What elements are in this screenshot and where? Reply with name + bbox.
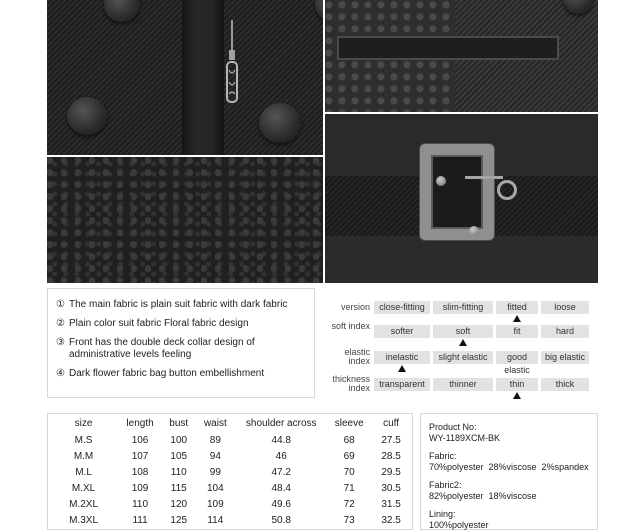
- cell-waist: 94: [209, 450, 221, 462]
- attr-marker: [398, 365, 406, 372]
- attr-option: softer: [374, 325, 430, 338]
- attr-label: soft index: [331, 321, 370, 331]
- attr-marker: [513, 392, 521, 399]
- features-list: [47, 288, 315, 398]
- cell-waist: 89: [209, 434, 221, 446]
- attr-label: version: [340, 302, 370, 312]
- table-row: [48, 432, 412, 448]
- cell-cuff: 32.5: [381, 514, 401, 526]
- fabric-label: Fabric:: [429, 451, 457, 461]
- table-row: [48, 496, 412, 512]
- cell-size: M.S: [74, 434, 93, 446]
- size-chart: [47, 413, 413, 530]
- cell-length: 110: [132, 498, 149, 510]
- cell-cuff: 31.5: [381, 498, 401, 510]
- attr-option: inelastic: [374, 351, 430, 364]
- attr-label: elastic index: [344, 347, 370, 366]
- attr-marker: [513, 315, 521, 322]
- fabric-block: [429, 451, 597, 473]
- table-row: [48, 448, 412, 464]
- attr-option: close-fitting: [374, 301, 430, 314]
- buckle-prong: [465, 176, 503, 179]
- cell-size: M.3XL: [69, 514, 99, 526]
- fabric-button: [259, 103, 301, 143]
- feature-item: [56, 337, 306, 361]
- rivet-icon: [436, 176, 446, 186]
- feature-text: Front has the double deck collar design of administrative levels feeling: [69, 337, 255, 360]
- feature-number: ④: [56, 368, 65, 379]
- lining-block: [429, 509, 597, 530]
- cell-length: 111: [132, 514, 148, 526]
- cell-cuff: 30.5: [381, 482, 401, 494]
- attr-option: good elastic: [496, 351, 538, 364]
- attr-option: fit: [496, 325, 538, 338]
- product-info: [420, 413, 598, 530]
- attr-row-thickness-index: [322, 374, 599, 404]
- attr-option: fitted: [496, 301, 538, 314]
- rivet-icon: [469, 226, 479, 236]
- cell-shoulder: 46: [275, 450, 287, 462]
- attr-option: big elastic: [541, 351, 589, 364]
- header-size: size: [74, 417, 93, 429]
- header-bust: bust: [169, 417, 189, 429]
- cell-length: 106: [131, 434, 149, 446]
- feature-item: [56, 368, 306, 380]
- fabric-button: [563, 0, 593, 14]
- product-number-label: Product No:: [429, 422, 477, 432]
- welt-pocket: [337, 36, 559, 60]
- fabric2-label: Fabric2:: [429, 480, 462, 490]
- cell-shoulder: 44.8: [271, 434, 291, 446]
- cell-size: M.L: [75, 466, 92, 478]
- header-sleeve: sleeve: [334, 417, 364, 429]
- cell-size: M.XL: [71, 482, 96, 494]
- attr-option: slight elastic: [433, 351, 493, 364]
- cell-bust: 105: [170, 450, 188, 462]
- cell-shoulder: 48.4: [271, 482, 291, 494]
- cell-waist: 109: [206, 498, 224, 510]
- cell-sleeve: 68: [343, 434, 355, 446]
- cell-shoulder: 50.8: [271, 514, 291, 526]
- cell-shoulder: 49.6: [271, 498, 291, 510]
- cell-sleeve: 73: [343, 514, 355, 526]
- table-header-row: [48, 414, 412, 432]
- cell-sleeve: 71: [343, 482, 355, 494]
- cell-waist: 104: [206, 482, 224, 494]
- feature-text: Dark flower fabric bag button embellishment: [69, 368, 265, 379]
- cell-length: 109: [131, 482, 149, 494]
- fabric-button: [67, 97, 107, 135]
- cell-cuff: 27.5: [381, 434, 401, 446]
- fabric-button: [104, 0, 140, 22]
- cell-cuff: 28.5: [381, 450, 401, 462]
- lining-value: 100%polyester: [429, 520, 489, 530]
- cell-cuff: 29.5: [381, 466, 401, 478]
- photo-zipper-buttons: [47, 0, 323, 155]
- buckle-icon: [420, 144, 494, 240]
- fabric-value: 70%polyester 28%viscose 2%spandex: [429, 462, 589, 472]
- attr-option: transparent: [374, 378, 430, 391]
- cell-size: M.2XL: [69, 498, 99, 510]
- product-number-block: [429, 422, 597, 444]
- attr-option: slim-fitting: [433, 301, 493, 314]
- cell-bust: 115: [170, 482, 187, 494]
- table-row: [48, 480, 412, 496]
- fabric2-block: [429, 480, 597, 502]
- feature-number: ③: [56, 337, 65, 348]
- attr-option: thinner: [433, 378, 493, 391]
- attr-option: hard: [541, 325, 589, 338]
- fabric-button: [315, 0, 323, 22]
- feature-number: ①: [56, 299, 65, 310]
- feature-text: Plain color suit fabric Floral fabric design: [69, 318, 249, 329]
- table-row: [48, 464, 412, 480]
- front-placket: [182, 0, 224, 155]
- cell-waist: 114: [207, 514, 224, 526]
- attr-option: soft: [433, 325, 493, 338]
- cell-bust: 125: [170, 514, 188, 526]
- product-number: WY-1189XCM-BK: [429, 433, 501, 443]
- attr-option: loose: [541, 301, 589, 314]
- feature-item: [56, 318, 306, 330]
- feature-item: [56, 299, 306, 311]
- feature-text: The main fabric is plain suit fabric with dark fabric: [69, 299, 288, 310]
- header-waist: waist: [203, 417, 227, 429]
- cell-sleeve: 72: [343, 498, 355, 510]
- cell-bust: 120: [170, 498, 188, 510]
- zipper-pull-icon: [225, 20, 239, 104]
- cell-sleeve: 70: [343, 466, 355, 478]
- cell-sleeve: 69: [343, 450, 355, 462]
- fabric2-value: 82%polyester 18%viscose: [429, 491, 537, 501]
- attr-marker: [459, 339, 467, 346]
- attribute-scales: [322, 288, 599, 398]
- cell-bust: 110: [170, 466, 187, 478]
- photo-floral-fabric: [47, 157, 323, 283]
- attr-option: thick: [541, 378, 589, 391]
- photo-back-buckle: [325, 114, 598, 283]
- attr-label: thickness index: [332, 374, 370, 393]
- cell-shoulder: 47.2: [271, 466, 291, 478]
- cell-size: M.M: [73, 450, 94, 462]
- buckle-ring: [497, 180, 517, 200]
- header-cuff: cuff: [383, 417, 400, 429]
- table-row: [48, 512, 412, 528]
- photo-welt-pocket: [325, 0, 598, 112]
- feature-number: ②: [56, 318, 65, 329]
- cell-bust: 100: [170, 434, 188, 446]
- cell-length: 107: [131, 450, 149, 462]
- header-length: length: [126, 417, 154, 429]
- attr-option: thin: [496, 378, 538, 391]
- cell-length: 108: [131, 466, 149, 478]
- cell-waist: 99: [209, 466, 221, 478]
- size-table: [48, 414, 412, 528]
- header-shoulder-across: shoulder across: [245, 417, 317, 429]
- lining-label: Lining:: [429, 509, 456, 519]
